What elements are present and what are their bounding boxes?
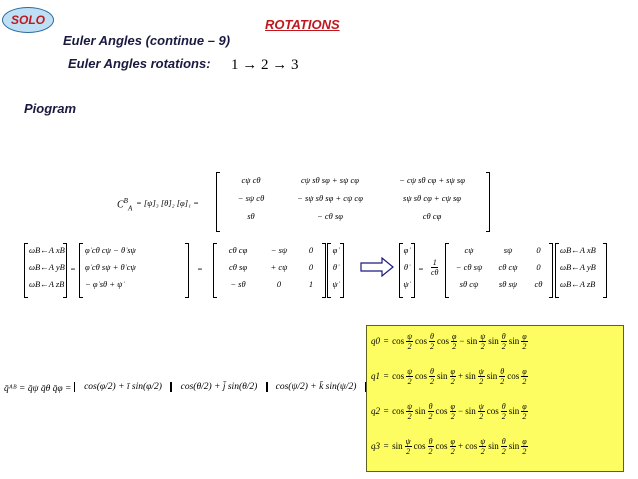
- half-angle-fraction: $\frac{\psi}{2}$: [478, 367, 484, 386]
- matrix-cell: 0: [308, 262, 314, 272]
- inv-omega-bracket-right: [603, 243, 607, 298]
- matrix-cell: cψ cθ: [241, 175, 261, 185]
- omega-expr-bracket-left: [79, 243, 83, 298]
- matrix-cell: cθ cφ: [228, 245, 248, 255]
- matrix-cell: φ̇ cθ cψ − θ̇ sψ: [85, 245, 136, 255]
- matrix-cell: ωB←A yB: [560, 262, 596, 272]
- quaternion-component-row: [371, 332, 529, 351]
- trig-function: sin: [488, 440, 499, 451]
- equals-1: =: [70, 264, 76, 274]
- half-angle-fraction: $\frac{\varphi}{2}$: [450, 367, 455, 386]
- trig-function: cos: [486, 405, 499, 416]
- angle-symbol: ψ: [405, 437, 411, 446]
- matrix-cell: − sψ cθ: [237, 193, 265, 203]
- angle-symbol: ψ: [478, 367, 484, 376]
- quaternion-component-row: [371, 367, 529, 386]
- angle-symbol: θ: [428, 437, 433, 446]
- angle-symbol: ψ: [407, 402, 413, 411]
- quaternion-factors: [74, 372, 364, 404]
- component-name: q0: [371, 335, 380, 346]
- trig-function: cos: [413, 440, 426, 451]
- rates-bracket-right: [340, 243, 344, 298]
- component-name: q3: [371, 440, 380, 451]
- matrix-cell: cθ cψ: [498, 262, 518, 272]
- trig-function: cos: [415, 370, 428, 381]
- half-angle-fraction: $\frac{\varphi}{2}$: [450, 437, 455, 456]
- half-angle-fraction: $\frac{\theta}{2}$: [501, 437, 506, 456]
- half-angle-fraction: $\frac{\psi}{2}$: [407, 332, 413, 351]
- trig-function: cos: [392, 405, 405, 416]
- matrix-cell: − sψ: [270, 245, 288, 255]
- matrix-cell: − φ̇ sθ + ψ̇: [85, 279, 123, 289]
- quaternion-components-box: [366, 325, 624, 472]
- trig-function: − sin: [457, 405, 476, 416]
- inverse-factor: $\frac{1}{c\theta}$: [431, 258, 439, 277]
- matrix-cell: − cθ sψ: [455, 262, 483, 272]
- matrix-cell: φ̇ cθ sψ + θ̇ cψ: [85, 262, 136, 272]
- trig-function: sin: [415, 405, 426, 416]
- trig-function: sin: [486, 370, 498, 381]
- quaternion-component-row: [371, 437, 529, 456]
- dcm-matrix: [222, 175, 484, 229]
- omega-expr-bracket-right: [185, 243, 189, 298]
- trig-function: cos: [435, 440, 448, 451]
- equals-sign: =: [383, 370, 390, 381]
- half-angle-fraction: $\frac{\varphi}{2}$: [522, 332, 527, 351]
- half-angle-fraction: $\frac{\theta}{2}$: [430, 332, 435, 351]
- dcm-left-bracket: [216, 172, 220, 232]
- trig-function: + cos: [457, 440, 478, 451]
- dcm-right-bracket: [486, 172, 490, 232]
- equals-2: =: [197, 264, 203, 274]
- half-angle-fraction: $\frac{\theta}{2}$: [430, 367, 435, 386]
- angle-symbol: θ: [430, 332, 434, 341]
- angle-symbol: φ: [522, 437, 527, 446]
- trig-function: cos: [392, 335, 405, 346]
- omega-lhs-bracket-left: [24, 243, 28, 298]
- solo-logo: SOLO: [2, 7, 54, 33]
- piogram-label: Piogram: [24, 101, 77, 116]
- dcm-lhs: $C^B_A$: [117, 197, 133, 213]
- section-title: ROTATIONS: [265, 17, 340, 32]
- half-angle-fraction: $\frac{\psi}{2}$: [405, 437, 411, 456]
- matrix-cell: cθ cφ: [422, 211, 442, 221]
- angle-symbol: φ: [450, 367, 455, 376]
- angle-symbol: θ: [500, 367, 505, 376]
- matrix-cell: θ̇: [403, 262, 409, 272]
- quaternion-factor: cos(θ/2) + j̄ sin(θ/2): [170, 382, 268, 392]
- half-angle-fraction: $\frac{\varphi}{2}$: [451, 332, 457, 351]
- trig-function: cos: [435, 405, 448, 416]
- angle-symbol: θ: [428, 402, 433, 411]
- quaternion-factor: cos(ψ/2) + k̄ sin(ψ/2): [266, 382, 366, 392]
- matrix-cell: cψ: [464, 245, 474, 255]
- angle-symbol: ψ: [480, 332, 486, 341]
- angle-symbol: θ: [501, 437, 506, 446]
- trig-function: sin: [488, 335, 499, 346]
- matrix-cell: cθ sφ: [228, 262, 248, 272]
- matrix-cell: sψ: [503, 245, 513, 255]
- rate-matrix-bracket-right: [322, 243, 326, 298]
- matrix-cell: 0: [276, 279, 282, 289]
- quaternion-component-row: [371, 402, 529, 421]
- matrix-cell: 0: [536, 245, 541, 255]
- matrix-cell: sθ sψ: [498, 279, 518, 289]
- trig-function: sin: [508, 335, 520, 346]
- angle-symbol: ψ: [478, 402, 484, 411]
- equals-3: =: [418, 264, 424, 274]
- trig-function: sin: [508, 440, 520, 451]
- trig-function: cos: [507, 370, 520, 381]
- dcm-product: = [ψ]₃ [θ]₂ [φ]₁ =: [136, 198, 199, 208]
- matrix-cell: φ̇: [403, 245, 409, 255]
- inv-rates-bracket-right: [411, 243, 415, 298]
- equals-sign: =: [383, 440, 390, 451]
- half-angle-fraction: $\frac{\theta}{2}$: [501, 402, 506, 421]
- matrix-cell: 1: [308, 279, 314, 289]
- angle-symbol: φ: [522, 332, 527, 341]
- inv-matrix-bracket-right: [549, 243, 553, 298]
- angle-symbol: ψ: [407, 367, 413, 376]
- half-angle-fraction: $\frac{\psi}{2}$: [407, 367, 413, 386]
- half-angle-fraction: $\frac{\theta}{2}$: [428, 437, 433, 456]
- angle-symbol: ψ: [480, 437, 486, 446]
- component-name: q1: [371, 370, 380, 381]
- matrix-cell: cψ sθ sφ + sψ cφ: [301, 175, 359, 185]
- half-angle-fraction: $\frac{\varphi}{2}$: [522, 367, 527, 386]
- quaternion-lhs: q̄ᴬᴮ = q̄ψ q̄θ q̄φ =: [4, 384, 72, 394]
- trig-function: + sin: [457, 370, 476, 381]
- angle-symbol: φ: [451, 332, 457, 341]
- matrix-cell: ωB←A xB: [29, 245, 65, 255]
- half-angle-fraction: $\frac{\varphi}{2}$: [522, 402, 527, 421]
- trig-function: sin: [392, 440, 403, 451]
- half-angle-fraction: $\frac{\theta}{2}$: [501, 332, 506, 351]
- half-angle-fraction: $\frac{\varphi}{2}$: [522, 437, 527, 456]
- half-angle-fraction: $\frac{\psi}{2}$: [480, 437, 486, 456]
- matrix-cell: ψ̇: [403, 279, 409, 289]
- rotation-sequence: 1 → 2 → 3: [231, 57, 299, 73]
- quaternion-factor: cos(φ/2) + ī sin(φ/2): [74, 382, 172, 392]
- equals-sign: =: [383, 335, 390, 346]
- angle-symbol: φ: [522, 402, 527, 411]
- inv-matrix-bracket-left: [445, 243, 449, 298]
- matrix-cell: φ̇: [332, 245, 338, 255]
- matrix-cell: sθ: [247, 211, 255, 221]
- component-name: q2: [371, 405, 380, 416]
- angle-symbol: θ: [501, 402, 506, 411]
- trig-function: − sin: [459, 335, 478, 346]
- angle-symbol: ψ: [407, 332, 413, 341]
- matrix-cell: 0: [536, 262, 541, 272]
- matrix-cell: ωB←A zB: [29, 279, 65, 289]
- subtitle: Euler Angles rotations:: [68, 56, 211, 71]
- matrix-cell: ωB←A xB: [560, 245, 596, 255]
- matrix-cell: − sψ sθ sφ + cψ cφ: [297, 193, 363, 203]
- slide-title: Euler Angles (continue – 9): [63, 33, 231, 48]
- inv-omega-bracket-left: [555, 243, 559, 298]
- half-angle-fraction: $\frac{\psi}{2}$: [407, 402, 413, 421]
- matrix-cell: ωB←A yB: [29, 262, 65, 272]
- trig-function: cos: [392, 370, 405, 381]
- matrix-cell: sψ sθ cφ + cψ sφ: [403, 193, 461, 203]
- trig-function: sin: [436, 370, 448, 381]
- matrix-cell: 0: [308, 245, 314, 255]
- half-angle-fraction: $\frac{\theta}{2}$: [428, 402, 433, 421]
- angle-symbol: φ: [522, 367, 527, 376]
- trig-function: sin: [508, 405, 520, 416]
- angle-symbol: θ: [430, 367, 434, 376]
- matrix-cell: ωB←A zB: [560, 279, 596, 289]
- matrix-cell: + cψ: [270, 262, 288, 272]
- rate-matrix-bracket-left: [213, 243, 217, 298]
- implies-arrow-icon: [360, 257, 394, 277]
- equals-sign: =: [383, 405, 390, 416]
- matrix-cell: ψ̇: [332, 279, 338, 289]
- matrix-cell: cθ: [534, 279, 543, 289]
- trig-function: cos: [415, 335, 428, 346]
- angle-symbol: θ: [501, 332, 506, 341]
- half-angle-fraction: $\frac{\theta}{2}$: [500, 367, 505, 386]
- angle-symbol: φ: [450, 437, 455, 446]
- angle-symbol: φ: [450, 402, 455, 411]
- matrix-cell: − cθ sφ: [317, 211, 343, 221]
- half-angle-fraction: $\frac{\psi}{2}$: [478, 402, 484, 421]
- matrix-cell: − sθ: [230, 279, 246, 289]
- half-angle-fraction: $\frac{\varphi}{2}$: [450, 402, 455, 421]
- matrix-cell: − cψ sθ cφ + sψ sφ: [399, 175, 465, 185]
- matrix-cell: θ̇: [332, 262, 338, 272]
- matrix-cell: sθ cψ: [459, 279, 479, 289]
- trig-function: cos: [436, 335, 449, 346]
- half-angle-fraction: $\frac{\psi}{2}$: [480, 332, 486, 351]
